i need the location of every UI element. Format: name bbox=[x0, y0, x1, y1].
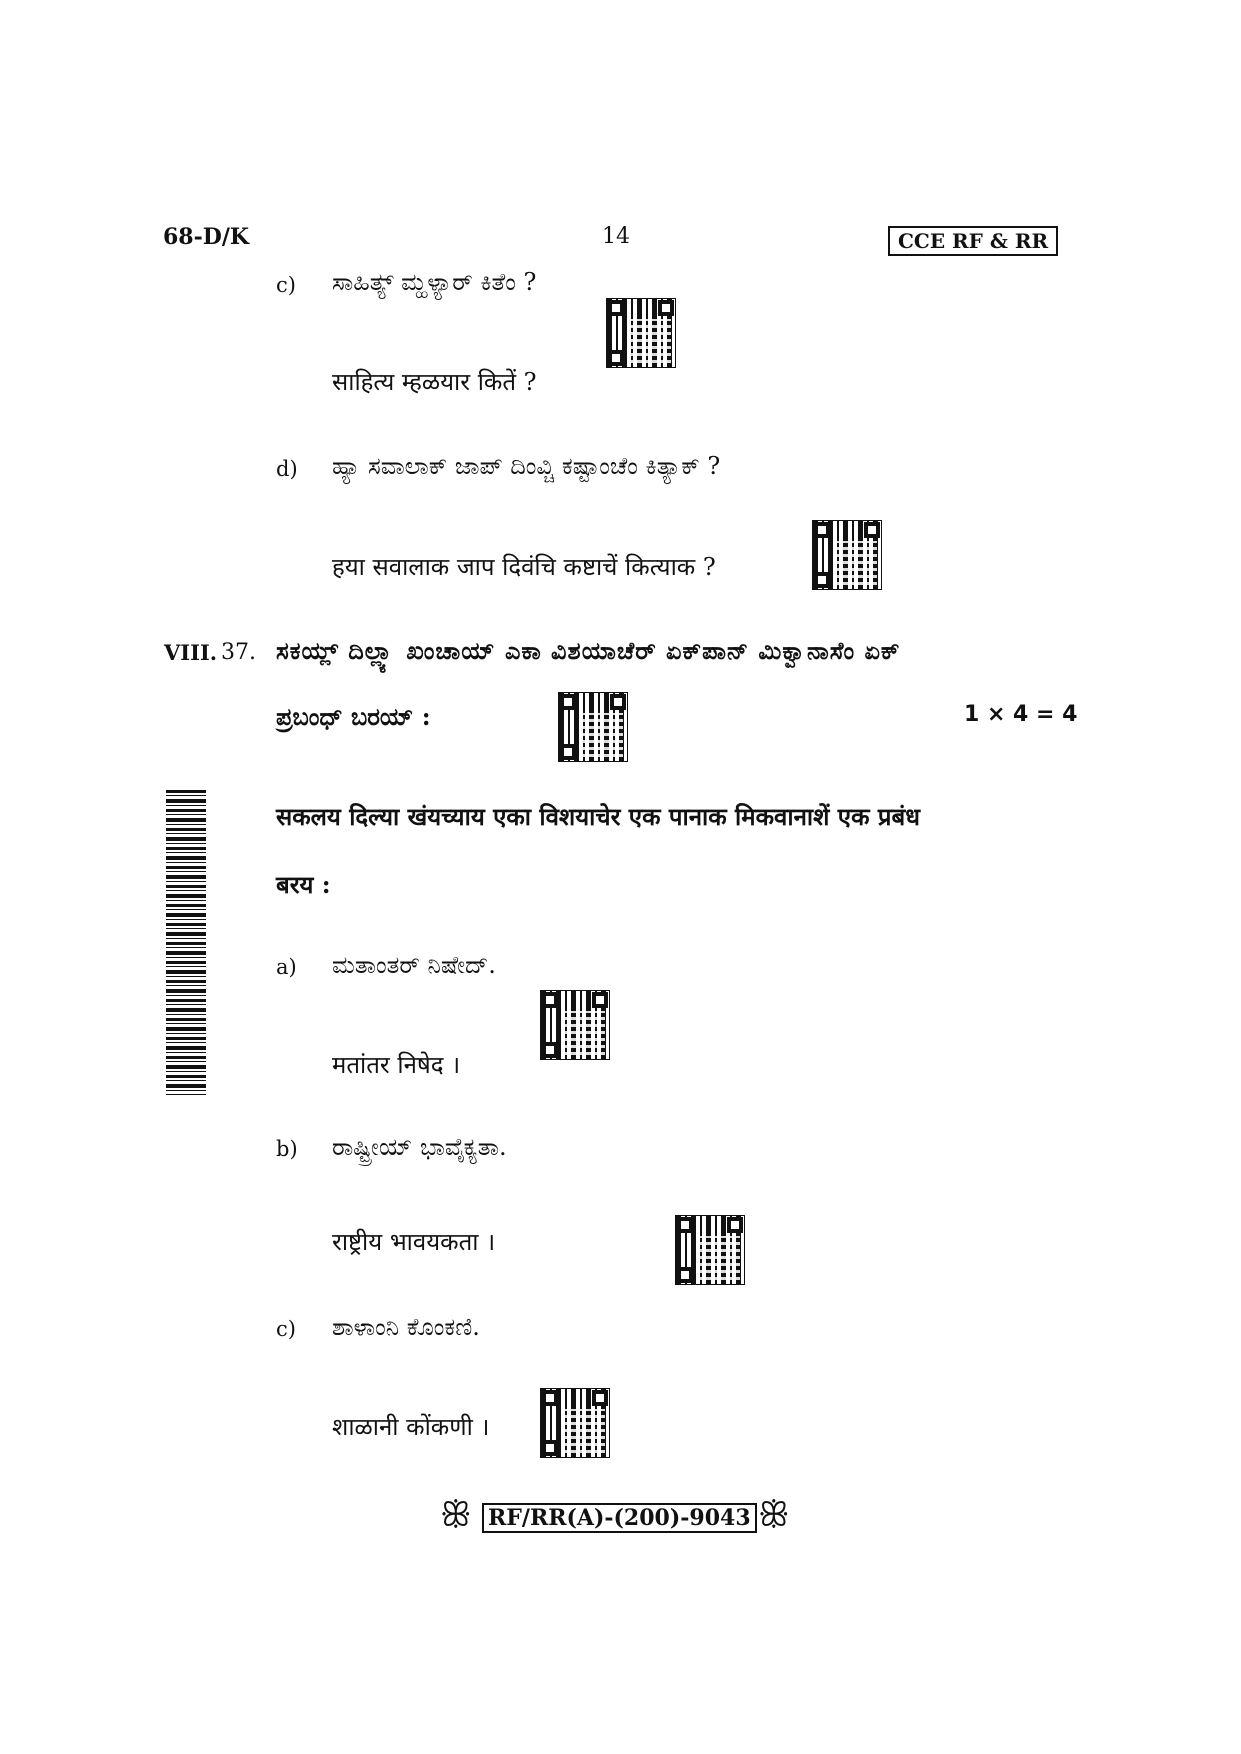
qr-code-icon bbox=[812, 520, 882, 590]
question-c-kannada: ಸಾಹಿತ್ಯ್ ಮ್ಹಳ್ಯಾರ್ ಕಿತೆಂ ? bbox=[332, 268, 537, 296]
question-c-devanagari: साहित्य म्हळयार कितें ? bbox=[332, 368, 537, 396]
q37-devanagari-line1: सकलय दिल्या खंयच्याय एका विशयाचेर एक पानाक मिकवानाशें एक प्रबंध bbox=[276, 802, 920, 831]
ornament-left-icon: ꕥ bbox=[440, 1495, 472, 1535]
option-c-kannada: ಶಾಳಾಂನಿ ಕೊಂಕಣಿ. bbox=[332, 1313, 480, 1341]
qr-code-icon bbox=[675, 1215, 745, 1285]
option-b-label: b) bbox=[276, 1137, 298, 1161]
section-number: VIII. bbox=[164, 640, 218, 665]
qr-code-icon bbox=[558, 692, 628, 762]
question-d-kannada: ಹ್ಯಾ ಸವಾಲಾಕ್ ಜಾಪ್ ದಿಂವ್ಚಿ ಕಷ್ಟಾಂಚೆಂ ಕಿತ್ಯಾಕ್ ? bbox=[332, 452, 721, 480]
option-c-label: c) bbox=[276, 1317, 296, 1341]
q37-devanagari-line2: बरय : bbox=[276, 870, 331, 899]
paper-code: 68-D/K bbox=[163, 224, 249, 250]
qr-code-icon bbox=[540, 990, 610, 1060]
question-c-label: c) bbox=[276, 273, 296, 297]
option-c-devanagari: शाळानी कोंकणी । bbox=[332, 1413, 490, 1441]
marks-allocation: 1 × 4 = 4 bbox=[964, 702, 1078, 727]
option-a-label: a) bbox=[276, 955, 297, 979]
option-a-devanagari: मतांतर निषेद । bbox=[332, 1051, 461, 1079]
q37-kannada-line2: ಪ್ರಬಂಧ್ ಬರಯ್ : bbox=[276, 702, 431, 731]
page-number: 14 bbox=[602, 224, 630, 249]
option-a-kannada: ಮತಾಂತರ್ ನಿಷೇದ್. bbox=[332, 951, 496, 979]
q37-kannada-line1: ಸಕಯ್ಲ್ ದಿಲ್ಲ್ಯಾ ಖಂಚಾಯ್ ಎಕಾ ವಿಶಯಾಚೆರ್ ಏಕ್‌ಪಾನ್ ಮಿಕ್ವಾನಾಸೆಂ ಏಕ್ bbox=[276, 636, 901, 665]
option-b-devanagari: राष्ट्रीय भावयकता । bbox=[332, 1228, 496, 1256]
ornament-right-icon: ꕥ bbox=[758, 1495, 790, 1535]
barcode-icon bbox=[166, 790, 206, 1095]
option-b-kannada: ರಾಷ್ಟ್ರೀಯ್ ಭಾವೈಕ್ಯತಾ. bbox=[332, 1133, 507, 1161]
question-number: 37. bbox=[221, 640, 256, 665]
subject-code-box: CCE RF & RR bbox=[888, 226, 1058, 256]
qr-code-icon bbox=[540, 1388, 610, 1458]
question-d-label: d) bbox=[276, 457, 298, 481]
footer-code: RF/RR(A)-(200)-9043 bbox=[482, 1503, 757, 1533]
question-d-devanagari: हया सवालाक जाप दिवंचि कष्टाचें कित्याक ? bbox=[332, 553, 716, 581]
qr-code-icon bbox=[606, 298, 676, 368]
